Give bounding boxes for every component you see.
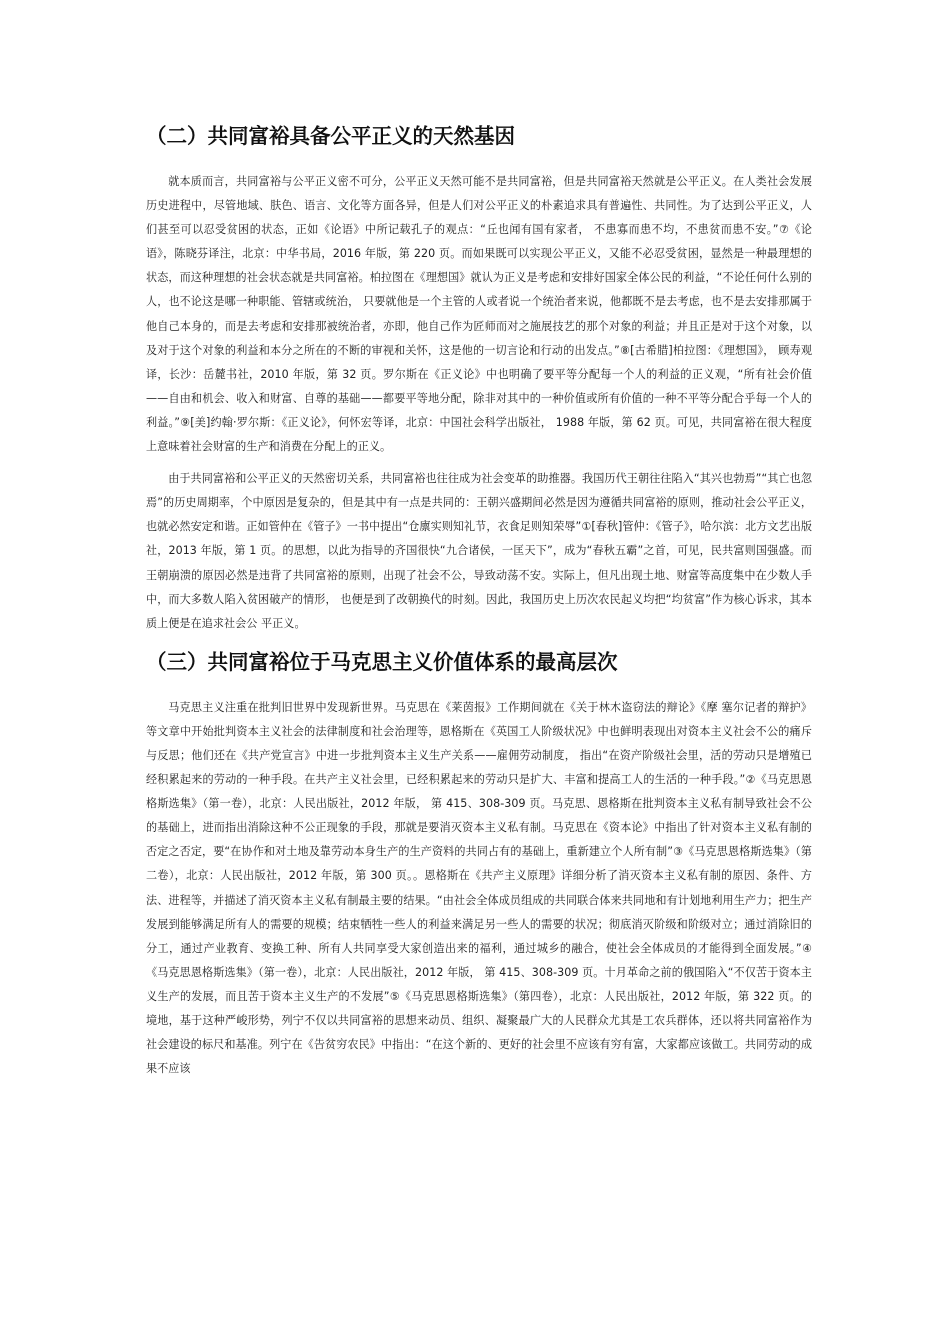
section-2-paragraph-2: 由于共同富裕和公平正义的天然密切关系，共同富裕也往往成为社会变革的助推器。我国历代王朝往往陷入“其兴也勃焉”“其亡也忽焉”的历史周期率，个中原因是复杂的，但是其中有一点是共同的：王朝兴盛期间必然是因为遵循共同富裕的原则，推动社会公平正义，也就必然安定和谐。正如管仲在《管子》一书中提出“仓廪实则知礼节，衣食足则知荣辱”①[春秋]管仲：《管子》，哈尔滨：北方文艺出版社，2013 年版，第 1 页。的思想，以此为指导的齐国很快“九合诸侯，一匡天下”，成为“春秋五霸”之首，可见，民共富则国强盛。而王朝崩溃的原因必然是违背了共同富裕的原则，出现了社会不公，导致动荡不安。实际上，但凡出现土地、财富等高度集中在少数人手中，而大多数人陷入贫困破产的情形， 也便是到了改朝换代的时刻。因此，我国历史上历次农民起义均把“均贫富”作为核心诉求，其本质上便是在追求社会公 平正义。 [146, 472, 812, 630]
document-body [146, 118, 812, 1089]
section-2-paragraph-1: 就本质而言，共同富裕与公平正义密不可分，公平正义天然可能不是共同富裕，但是共同富裕天然就是公平正义。在人类社会发展历史进程中，尽管地域、肤色、语言、文化等方面各异，但是人们对公平正义的朴素追求具有普遍性、共同性。为了达到公平正义，人们甚至可以忍受贫困的状态，正如《论语》中所记载孔子的观点：“丘也闻有国有家者， 不患寡而患不均，不患贫而患不安。”⑦《论语》，陈晓芬译注，北京：中华书局，2016 年版，第 220 页。而如果既可以实现公平正义，又能不必忍受贫困，显然是一种最理想的状态，而这种理想的社会状态就是共同富裕。柏拉图在《理想国》就认为正义是考虑和安排好国家全体公民的利益，“不论任何什么别的人，也不论这是哪一种职能、管辖或统治， 只要就他是一个主管的人或者说一个统治者来说，他都既不是去考虑，也不是去安排那属于他自己本身的，而是去考虑和安排那被统治者，亦即，他自己作为匠师而对之施展技艺的那个对象的利益；并且正是对于这个对象，以及对于这个对象的利益和本分之所在的不断的审视和关怀，这是他的一切言论和行动的出发点。”⑧[古希腊]柏拉图：《理想国》， 顾寿观译，长沙：岳麓书社，2010 年版，第 32 页。罗尔斯在《正义论》中也明确了要平等分配每一个人的利益的正义观，“所有社会价值——自由和机会、收入和财富、自尊的基础——都要平等地分配，除非对其中的一种价值或所有价值的一种不平等分配合乎每一个人的利益。”⑨[美]约翰·罗尔斯：《正义论》，何怀宏等译，北京：中国社会科学出版社， 1988 年版，第 62 页。可见，共同富裕在很大程度上意味着社会财富的生产和消费在分配上的正义。 [146, 175, 812, 454]
section-heading-3: （三）共同富裕位于马克思主义价值体系的最高层次 [146, 649, 618, 674]
section-3-paragraph-1: 马克思主义注重在批判旧世界中发现新世界。马克思在《莱茵报》工作期间就在《关于林木盗窃法的辩论》《摩 塞尔记者的辩护》等文章中开始批判资本主义社会的法律制度和社会治理等，恩格斯在《英国工人阶级状况》中也鲜明表现出对资本主义社会不公的痛斥与反思；他们还在《共产党宣言》中进一步批判资本主义生产关系——雇佣劳动制度， 指出“在资产阶级社会里，活的劳动只是增殖已经积累起来的劳动的一种手段。在共产主义社会里，已经积累起来的劳动只是扩大、丰富和提高工人的生活的一种手段。”②《马克思恩格斯选集》（第一卷），北京：人民出版社，2012 年版， 第 415、308-309 页。马克思、恩格斯在批判资本主义私有制导致社会不公的基础上，进而指出消除这种不公正现象的手段，那就是要消灭资本主义私有制。马克思在《资本论》中指出了针对资本主义私有制的否定之否定，要“在协作和对土地及靠劳动本身生产的生产资料的共同占有的基础上，重新建立个人所有制”③《马克思恩格斯选集》（第二卷），北京：人民出版社，2012 年版，第 300 页。。恩格斯在《共产主义原理》详细分析了消灭资本主义私有制的原因、条件、方法、进程等，并描述了消灭资本主义私有制最主要的结果。“由社会全体成员组成的共同联合体来共同地和有计划地利用生产力；把生产发展到能够满足所有人的需要的规模；结束牺牲一些人的利益来满足另一些人的需要的状况；彻底消灭阶级和阶级对立；通过消除旧的分工，通过产业教育、变换工种、所有人共同享受大家创造出来的福利，通过城乡的融合，使社会全体成员的才能得到全面发展。”④《马克思恩格斯选集》（第一卷），北京：人民出版社，2012 年版， 第 415、308-309 页。十月革命之前的俄国陷入“不仅苦于资本主义生产的发展，而且苦于资本主义生产的不发展”⑤《马克思恩格斯选集》（第四卷），北京：人民出版社，2012 年版，第 322 页。的境地，基于这种严峻形势，列宁不仅以共同富裕的思想来动员、组织、凝聚最广大的人民群众尤其是工农兵群体，还以将共同富裕作为社会建设的标尺和基准。列宁在《告贫穷农民》中指出：“在这个新的、更好的社会里不应该有穷有富，大家都应该做工。共同劳动的成果不应该 [146, 700, 812, 1076]
section-heading-2: （二）共同富裕具备公平正义的天然基因 [146, 124, 515, 148]
